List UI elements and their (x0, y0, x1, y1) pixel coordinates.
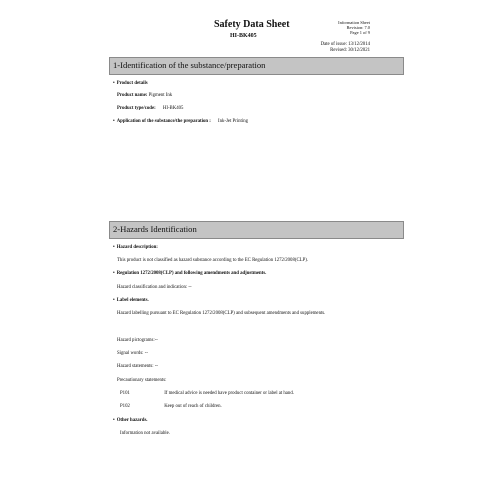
other-hazards-text: Information not available. (120, 431, 170, 436)
hazard-description-text: This product is not classified as hazard substance according to the EC Regulation 1272/2008(CLP). (117, 258, 309, 263)
revision-label: Revision: 7.0 (346, 25, 370, 30)
product-name-value: Pigment Ink (148, 93, 173, 98)
section1-header (109, 57, 404, 75)
p-statement-row (120, 391, 294, 396)
product-type-row (117, 106, 183, 111)
dates-block (321, 42, 370, 54)
page-number: Page 1 of 9 (350, 30, 370, 35)
label-elements-text: Hazard labelling pursuant to EC Regulation 1272/2008(CLP) and subsequent amendments and supplements. (117, 311, 326, 316)
date-of-issue: Date of issue: 13/12/2014 (320, 42, 370, 47)
application-label: • Application of the substance/the preparation : (113, 119, 211, 124)
other-hazards-label: • Other hazards. (113, 418, 148, 423)
info-sheet-label: Information Sheet (338, 20, 370, 25)
product-type-label: Product type/code: (117, 106, 156, 111)
application-value: Ink-Jet Printing (218, 119, 248, 124)
p-statement-code: P101 (120, 391, 130, 396)
application-row (113, 119, 248, 124)
product-name-label: Product name: (117, 93, 148, 98)
regulation-label: • Regulation 1272/2008(CLP) and following amendments and adjustments. (113, 271, 266, 276)
p-statement-text: Keep out of reach of children. (164, 404, 222, 409)
product-details-label: • Product details (113, 81, 148, 86)
p-statement-code: P102 (120, 404, 130, 409)
section2-heading: 2-Hazards Identification (113, 224, 197, 234)
info-sheet-block (338, 20, 370, 35)
section2-header (109, 221, 404, 239)
hazard-classification: Hazard classification and indication: -- (117, 285, 192, 290)
precautionary-statements-label: Precautionary statements: (117, 378, 167, 383)
document-title: Safety Data Sheet (214, 19, 290, 30)
p-statement-row (120, 404, 222, 409)
section1-heading: 1-Identification of the substance/preparation (113, 60, 266, 70)
hazard-pictograms: Hazard pictograms:-- (117, 338, 158, 343)
signal-words: Signal words: -- (117, 351, 148, 356)
product-name-row (117, 93, 172, 98)
revised-date: Revised: 30/12/2021 (330, 48, 370, 53)
product-code-heading: HI-BK405 (230, 33, 257, 39)
hazard-statements: Hazard statements: -- (117, 364, 159, 369)
label-elements-label: • Label elements. (113, 298, 149, 303)
hazard-description-label: • Hazard description: (113, 245, 158, 250)
p-statement-text: If medical advice is needed have product container or label at hand. (164, 391, 294, 396)
product-type-value: HI-BK405 (162, 106, 184, 111)
